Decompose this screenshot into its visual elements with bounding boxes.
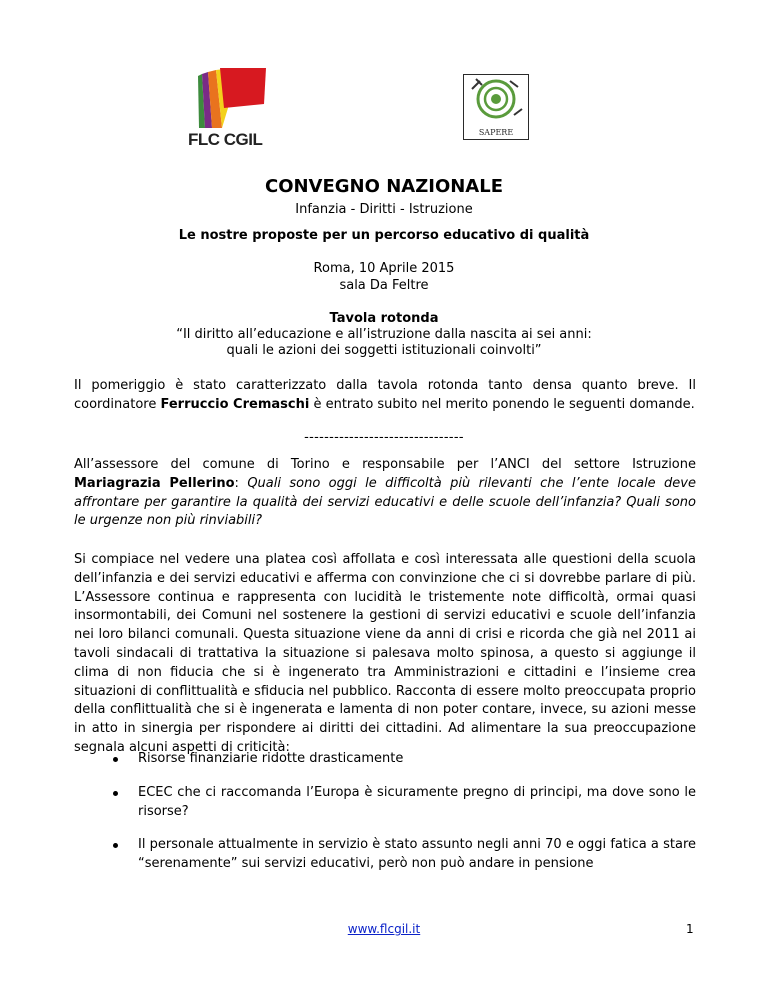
round-table-heading: Tavola rotonda (329, 311, 439, 326)
bullet-icon (113, 791, 118, 796)
list-item-text: Il personale attualmente in servizio è stato assunto negli anni 70 e oggi fatica a stare “serenamente” sui servizi educativi, però non può andare in pensione (138, 837, 696, 872)
intro-text-b: è entrato subito nel merito ponendo le seguenti domande. (309, 396, 695, 412)
assessore-name: Mariagrazia Pellerino (74, 475, 235, 491)
flc-cgil-logo-text: FLC CGIL (188, 130, 263, 149)
proteo-logo-text: SAPERE (478, 128, 514, 137)
criticality-list (113, 750, 696, 889)
question-colon: : (234, 475, 248, 491)
website-link[interactable]: www.flcgil.it (347, 922, 421, 936)
document-title: CONVEGNO NAZIONALE (264, 176, 504, 197)
proposal-heading: Le nostre proposte per un percorso educativo di qualità (178, 228, 590, 243)
list-item-text: ECEC che ci raccomanda l’Europa è sicuramente pregno di principi, ma dove sono le risorse? (138, 784, 696, 819)
page-number: 1 (686, 922, 694, 936)
flc-cgil-logo (188, 68, 268, 158)
question-paragraph (74, 456, 696, 531)
list-item (113, 784, 696, 822)
coordinator-name: Ferruccio Cremaschi (160, 396, 310, 412)
list-item-text: Risorse finanziarie ridotte drasticamente (138, 751, 404, 766)
question-text-a: All’assessore del comune di Torino e responsabile per l’ANCI del settore Istruzione (74, 457, 696, 472)
intro-paragraph (74, 377, 696, 415)
footer (0, 922, 768, 936)
section-separator: -------------------------------- (304, 430, 464, 445)
round-table-topic-line-1: “Il diritto all’educazione e all’istruzione dalla nascita ai sei anni: (176, 327, 592, 342)
proteo-fare-sapere-logo (463, 74, 529, 140)
intro-text-a: Il pomeriggio è stato caratterizzato dalla tavola rotonda tanto densa quanto breve. Il coordinatore (74, 378, 696, 412)
bullet-icon (113, 843, 118, 848)
question-text: Quali sono oggi le difficoltà più rilevanti che l’ente locale deve affrontare per garantire la qualità dei servizi educativi e delle scuole dell’infanzia? Quali sono le urgenze non più rinviabili? (74, 475, 696, 529)
venue: sala Da Feltre (339, 278, 429, 293)
list-item (113, 750, 696, 769)
flc-cgil-flag-icon (188, 68, 268, 130)
place-date: Roma, 10 Aprile 2015 (313, 261, 455, 276)
proteo-spiral-icon (464, 75, 528, 127)
document-subtitle: Infanzia - Diritti - Istruzione (295, 202, 473, 217)
list-item (113, 836, 696, 874)
round-table-topic-line-2: quali le azioni dei soggetti istituzionali coinvolti” (226, 343, 542, 358)
body-paragraph: Si compiace nel vedere una platea così affollata e così interessata alle questioni della scuola dell’infanzia e dei servizi educativi e afferma con convinzione che ci si dovrebbe parlare di più. L’Assessore continua e rappresenta con lucidità le tristemente note difficoltà, ormai quasi insormontabili, dei Comuni nel sostenere la gestioni di servizi educativi e scuole dell’infanzia nei loro bilanci comunali. Questa situazione viene da anni di crisi e ricorda che già nel 2011 ai tavoli sindacali di trattativa la situazione si palesava molto spinosa, a questo si aggiunge il clima di non fiducia che si è ingenerato tra Amministrazioni e cittadini e l’insieme crea situazioni di conflittualità e sfiducia nel pubblico. Racconta di essere molto preoccupata proprio della conflittualità che si è ingenerata e lamenta di non poter contare, invece, su azioni messe in atto in sinergia per rispondere ai diritti dei cittadini. Ad alimentare la sua preoccupazione segnala alcuni aspetti di criticità: (74, 552, 696, 755)
bullet-icon (113, 757, 118, 762)
